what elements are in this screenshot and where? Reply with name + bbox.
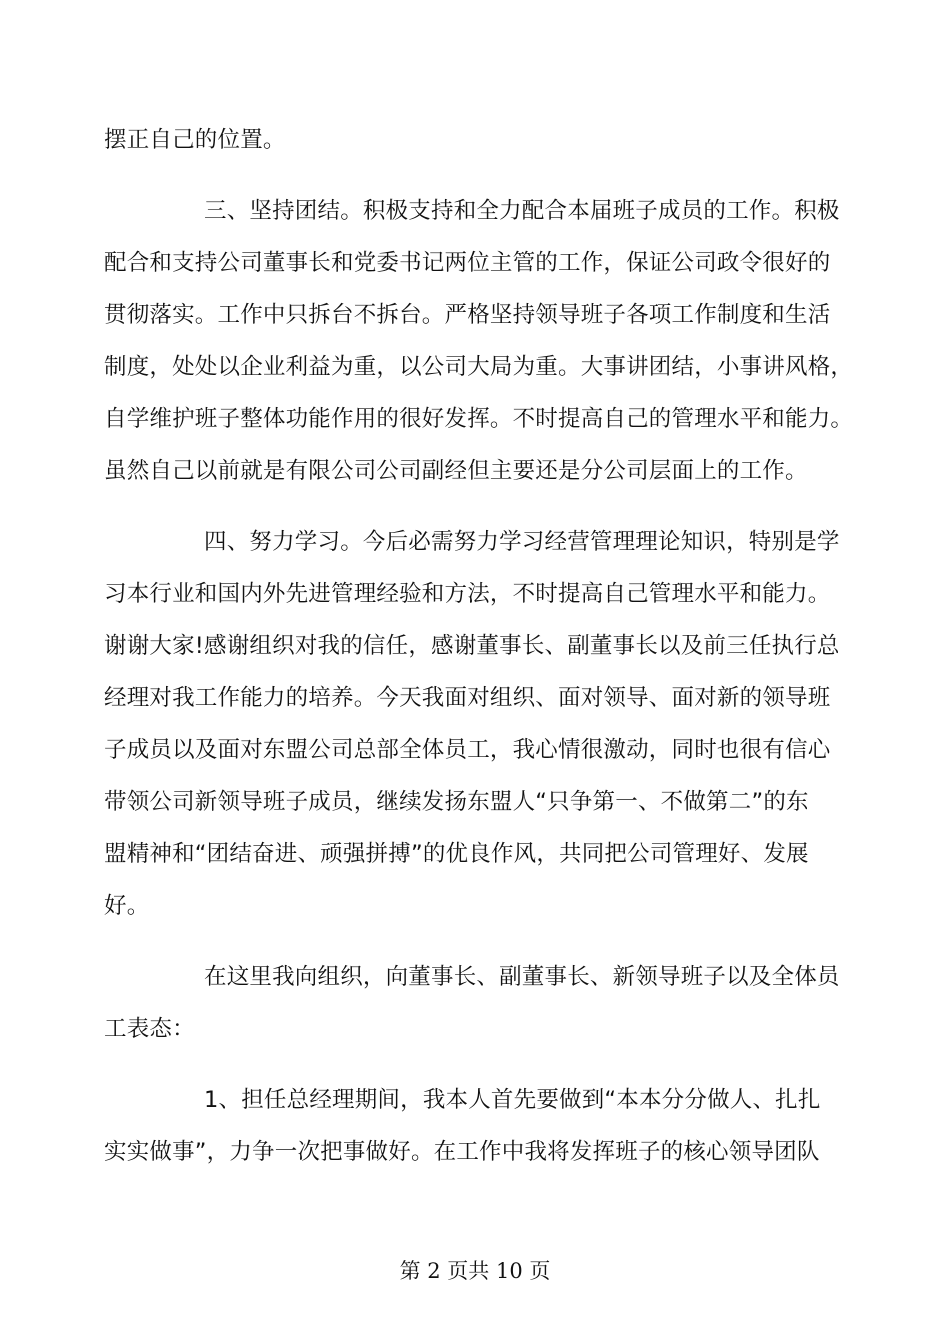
paragraph-3: [104, 516, 844, 932]
text-line: 在这里我向组织，向董事长、副董事长、新领导班子以及全体员: [204, 964, 840, 990]
text-line: 实实做事”，力争一次把事做好。在工作中我将发挥班子的核心领导团队: [104, 1139, 820, 1165]
paragraph-5: [104, 1074, 844, 1178]
paragraph-1: [104, 114, 844, 166]
text-line: 习本行业和国内外先进管理经验和方法，不时提高自己管理水平和能力。: [104, 581, 831, 607]
text-line: 四、努力学习。今后必需努力学习经营管理理论知识，特别是学: [204, 529, 840, 555]
text-line: 好。: [104, 893, 150, 919]
text-line: 带领公司新领导班子成员，继续发扬东盟人“只争第一、不做第二”的东: [104, 789, 809, 815]
text-line: 工表态：: [104, 1016, 195, 1042]
paragraph-gap: [104, 497, 844, 516]
text-line: 虽然自己以前就是有限公司公司副经但主要还是分公司层面上的工作。: [104, 458, 808, 484]
paragraph-gap: [104, 166, 844, 185]
text-line: 1、担任总经理期间，我本人首先要做到“本本分分做人、扎扎: [204, 1087, 821, 1113]
text-line: 自学维护班子整体功能作用的很好发挥。不时提高自己的管理水平和能力。: [104, 406, 854, 432]
text-line: 经理对我工作能力的培养。今天我面对组织、面对领导、面对新的领导班: [104, 685, 831, 711]
paragraph-gap: [104, 932, 844, 951]
document-body: [104, 114, 854, 1178]
paragraph-2: [104, 185, 854, 497]
page-number-footer: 第 2 页共 10 页: [399, 1259, 551, 1283]
text-line: 子成员以及面对东盟公司总部全体员工，我心情很激动，同时也很有信心: [104, 737, 831, 763]
text-line: 配合和支持公司董事长和党委书记两位主管的工作，保证公司政令很好的: [104, 250, 831, 276]
text-line: 贯彻落实。工作中只拆台不拆台。严格坚持领导班子各项工作制度和生活: [104, 302, 831, 328]
paragraph-4: [104, 951, 844, 1055]
text-line: 三、坚持团结。积极支持和全力配合本届班子成员的工作。积极: [204, 198, 840, 224]
paragraph-gap: [104, 1055, 844, 1074]
text-line: 制度，处处以企业利益为重，以公司大局为重。大事讲团结，小事讲风格，: [104, 354, 854, 380]
text-line: 摆正自己的位置。: [104, 127, 286, 153]
text-line: 盟精神和“团结奋进、顽强拼搏”的优良作风，共同把公司管理好、发展: [104, 841, 809, 867]
text-line: 谢谢大家!感谢组织对我的信任，感谢董事长、副董事长以及前三任执行总: [104, 633, 840, 659]
